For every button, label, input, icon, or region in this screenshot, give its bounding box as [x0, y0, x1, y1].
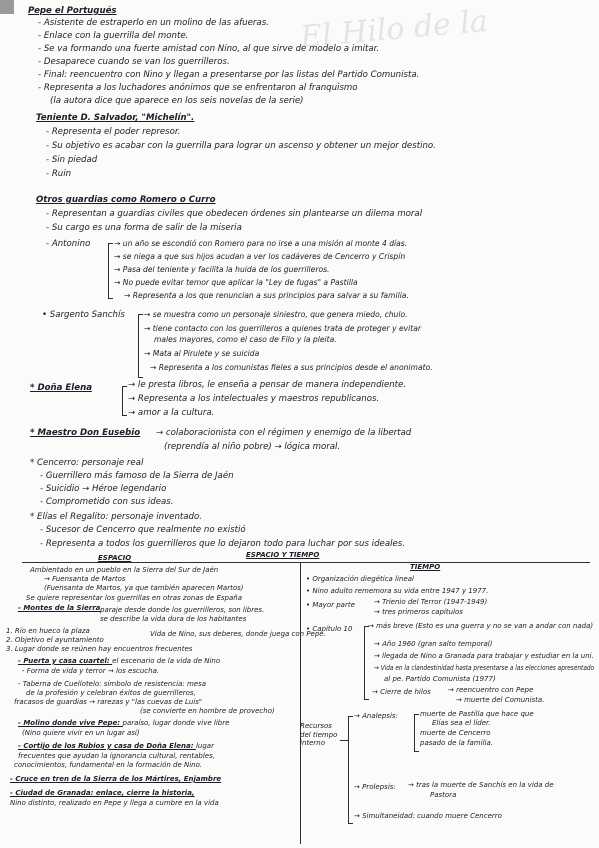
- analepsis-brace: [414, 714, 419, 752]
- tiempo-cap-e: al pe. Partido Comunista (1977): [384, 675, 496, 683]
- analepsis-label: → Analepsis:: [354, 712, 398, 720]
- pepe-line-2: - Enlace con la guerrilla del monte.: [38, 31, 189, 41]
- elena-point-1: → le presta libros, le enseña a pensar de manera independiente.: [128, 380, 407, 390]
- tiempo-capitulo: • Capítulo 10: [306, 625, 353, 633]
- espacio-taberna: - Taberna de Cuellotelo: símbolo de resistencia: mesa: [18, 680, 207, 688]
- antonino-point-3: → Pasa del teniente y facilita la huida de los guerrilleros.: [114, 265, 330, 274]
- elena-label: * Doña Elena: [30, 383, 92, 393]
- espacio-num-3: 3. Lugar donde se reúnen hay encuentros frecuentes: [6, 645, 193, 653]
- espacio-forma-vida: - Forma de vida y terror → los escucha.: [22, 667, 160, 675]
- analepsis-2: Elías sea el líder.: [432, 719, 491, 727]
- sanchis-point-1: → se muestra como un personaje siniestro, que genera miedo, chulo.: [144, 310, 408, 319]
- espacio-granada-b: Nino distinto, realizado en Pepe y llega a cumbre en la vida: [10, 799, 219, 807]
- espacio-tiempo-title: ESPACIO Y TIEMPO: [246, 551, 320, 559]
- espacio-cortijo-d: conocimientos, fundamental en la formación de Nino.: [14, 761, 203, 769]
- espacio-vida-nino: Vida de Nino, sus deberes, donde juega con Pepe.: [150, 630, 326, 638]
- prolepsis-2: Pastora: [430, 791, 457, 799]
- watermark: El Hilo de la: [298, 3, 490, 56]
- recursos-connector: [340, 740, 348, 741]
- analepsis-1: muerte de Pastilla que hace que: [420, 710, 534, 718]
- antonino-point-1: → un año se escondió con Romero para no irse a una misión al monte 4 días.: [114, 239, 408, 248]
- espacio-line-1: Ambientado en un pueblo en la Sierra del Sur de Jaén: [30, 566, 219, 574]
- espacio-montes-b: se describe la vida dura de los habitantes: [100, 615, 247, 623]
- tiempo-heading: TIEMPO: [410, 563, 441, 571]
- eusebio-label: * Maestro Don Eusebio: [30, 428, 141, 438]
- eusebio-point-1: → colaboracionista con el régimen y enemigo de la libertad: [156, 428, 412, 438]
- espacio-cruce: - Cruce en tren de la Sierra de los Mártires, Enjambre: [10, 775, 222, 783]
- tiempo-line-1: • Organización diegética lineal: [306, 575, 414, 583]
- tiempo-cap-a: → más breve (Esto es una guerra y no se van a andar con nada): [368, 622, 594, 630]
- espacio-puerta: [18, 657, 220, 666]
- guardias-line-1: - Representan a guardias civiles que obedecen órdenes sin plantearse un dilema moral: [46, 209, 423, 219]
- elena-point-2: → Representa a los intelectuales y maestros republicanos.: [128, 394, 380, 404]
- teniente-line-1: - Representa el poder represor.: [46, 127, 181, 137]
- section-title-teniente: Teniente D. Salvador, "Michelín".: [36, 113, 195, 123]
- espacio-num-2: 2. Objetivo el ayuntamiento: [6, 636, 104, 644]
- recursos-label: Recursos del tiempo interno: [300, 722, 338, 747]
- elias-line-2: - Representa a todos los guerrilleros que lo dejaron todo para luchar por sus ideales.: [40, 539, 405, 549]
- teniente-line-3: - Sin piedad: [46, 155, 98, 165]
- antonino-point-5: → Representa a los que renuncian a sus principios para salvar a su familia.: [124, 291, 409, 300]
- pepe-line-7: (la autora dice que aparece en los seis novelas de la serie): [50, 96, 304, 106]
- espacio-puerta-label: - Puerta y casa cuartel:: [18, 657, 113, 665]
- vertical-divider: [300, 562, 301, 844]
- tiempo-cap-f2: → muerte del Comunista.: [456, 696, 545, 704]
- espacio-cortijo-text: lugar: [195, 742, 214, 750]
- sanchis-label: • Sargento Sanchís: [42, 310, 125, 320]
- pepe-line-1: - Asistente de estraperlo en un molino de las afueras.: [38, 18, 269, 28]
- scan-corner-mark: [0, 0, 14, 14]
- cencerro-title: * Cencerro: personaje real: [30, 458, 144, 468]
- espacio-montes: - Montes de la Sierra: [18, 604, 101, 612]
- sanchis-brace: [138, 314, 143, 378]
- espacio-montes-a: paraje desde donde los guerrilleros, son libres.: [100, 606, 265, 614]
- section-title-pepe: Pepe el Portugués: [28, 6, 117, 16]
- elias-title: * Elías el Regalito: personaje inventado.: [30, 512, 202, 522]
- recursos-brace: [348, 716, 353, 824]
- section-title-guardias: Otros guardias como Romero o Curro: [36, 195, 216, 205]
- sanchis-point-2: → tiene contacto con los guerrilleros a quienes trata de proteger y evitar: [144, 324, 422, 333]
- espacio-line-2b: (Fuensanta de Martos, ya que también aparecen Martos): [44, 584, 244, 592]
- espacio-cortijo: [18, 742, 214, 751]
- tiempo-mayor-a: → Trienio del Terror (1947-1949): [374, 598, 488, 606]
- analepsis-3: muerte de Cencerro: [420, 729, 491, 737]
- espacio-num-1: 1. Río en hueco la plaza: [6, 627, 90, 635]
- tiempo-cap-d: → Vida en la clandestinidad hasta presentarse a las elecciones apresentado: [374, 664, 595, 672]
- cencerro-line-2: - Suicidio → Héroe legendario: [40, 484, 167, 494]
- prolepsis-label: → Prolepsis:: [354, 783, 396, 791]
- tiempo-mayor-parte: • Mayor parte: [306, 601, 355, 609]
- espacio-molino-c: (Nino quiere vivir en un lugar así): [22, 729, 140, 737]
- elias-line-1: - Sucesor de Cencerro que realmente no existió: [40, 525, 246, 535]
- cencerro-line-3: - Comprometido con sus ideas.: [40, 497, 174, 507]
- espacio-molino-text: paraíso, lugar donde vive libre: [122, 719, 230, 727]
- pepe-line-6: - Representa a los luchadores anónimos que se enfrentaron al franquismo: [38, 83, 358, 93]
- antonino-point-4: → No puede evitar temor que aplicar la "Ley de fugas" a Pastilla: [114, 278, 358, 287]
- espacio-taberna-b: de la profesión y celebran éxitos de guerrilleros,: [26, 689, 196, 697]
- espacio-molino: [18, 719, 229, 728]
- pepe-line-3: - Se va formando una fuerte amistad con Nino, al que sirve de modelo a imitar.: [38, 44, 380, 54]
- teniente-line-4: - Ruin: [46, 169, 72, 179]
- sanchis-point-4: → Representa a los comunistas fieles a sus principios desde el anonimato.: [150, 363, 433, 372]
- sanchis-point-3: → Mata al Pirulete y se suicida: [144, 349, 260, 358]
- simultaneidad: → Simultaneidad: cuando muere Cencerro: [354, 812, 502, 820]
- prolepsis-1: → tras la muerte de Sanchís en la vida de: [408, 781, 554, 789]
- espacio-taberna-c: fracasos de guardias → rarezas y "las cuevas de Luis": [14, 698, 203, 706]
- pepe-line-4: - Desaparece cuando se van los guerrilleros.: [38, 57, 230, 67]
- espacio-taberna-d: (se convierte en hombre de provecho): [140, 707, 275, 715]
- antonino-label: - Antonino: [46, 239, 91, 249]
- elena-brace: [122, 386, 127, 416]
- elena-point-3: → amor a la cultura.: [128, 408, 215, 418]
- pepe-line-5: - Final: reencuentro con Nino y llegan a presentarse por las listas del Partido Comunista.: [38, 70, 420, 80]
- tiempo-cap-f1: → reencuentro con Pepe: [448, 686, 534, 694]
- cencerro-line-1: - Guerrillero más famoso de la Sierra de Jaén: [40, 471, 234, 481]
- espacio-line-3: Se quiere representar los guerrillas en otras zonas de España: [26, 594, 242, 602]
- eusebio-point-2: (reprendía al niño pobre) → lógica moral.: [164, 442, 341, 452]
- espacio-cortijo-c: frecuentes que ayudan la ignorancia cultural, rentables,: [18, 752, 215, 760]
- espacio-heading: ESPACIO: [98, 554, 132, 562]
- sanchis-point-2b: males mayores, como el caso de Filo y la pleita.: [154, 335, 337, 344]
- tiempo-cap-c: → llegada de Nino a Granada para trabajar y estudiar en la uni.: [374, 652, 594, 660]
- tiempo-cap-b: → Año 1960 (gran salto temporal): [374, 640, 493, 648]
- teniente-line-2: - Su objetivo es acabar con la guerrilla para lograr un ascenso y obtener un mejor destino.: [46, 141, 436, 151]
- tiempo-cap-f: → Cierre de hilos: [372, 688, 431, 696]
- analepsis-4: pasado de la familia.: [420, 739, 493, 747]
- guardias-line-2: - Su cargo es una forma de salir de la miseria: [46, 223, 242, 233]
- tiempo-mayor-b: → tres primeros capítulos: [374, 608, 463, 616]
- espacio-puerta-text: el escenario de la vida de Nino: [112, 657, 221, 665]
- espacio-molino-label: - Molino donde vive Pepe:: [18, 719, 123, 727]
- capitulo-brace: [364, 626, 369, 700]
- espacio-cortijo-label: - Cortijo de los Rubios y casa de Doña Elena:: [18, 742, 196, 750]
- espacio-line-2: → Fuensanta de Martos: [44, 575, 126, 583]
- antonino-point-2: → se niega a que sus hijos acudan a ver los cadáveres de Cencerro y Crispín: [114, 252, 406, 261]
- tiempo-line-2: • Nino adulto rememora su vida entre 1947 y 1977.: [306, 587, 489, 595]
- antonino-brace: [108, 243, 113, 299]
- espacio-granada: - Ciudad de Granada: enlace, cierre la historia,: [10, 789, 195, 797]
